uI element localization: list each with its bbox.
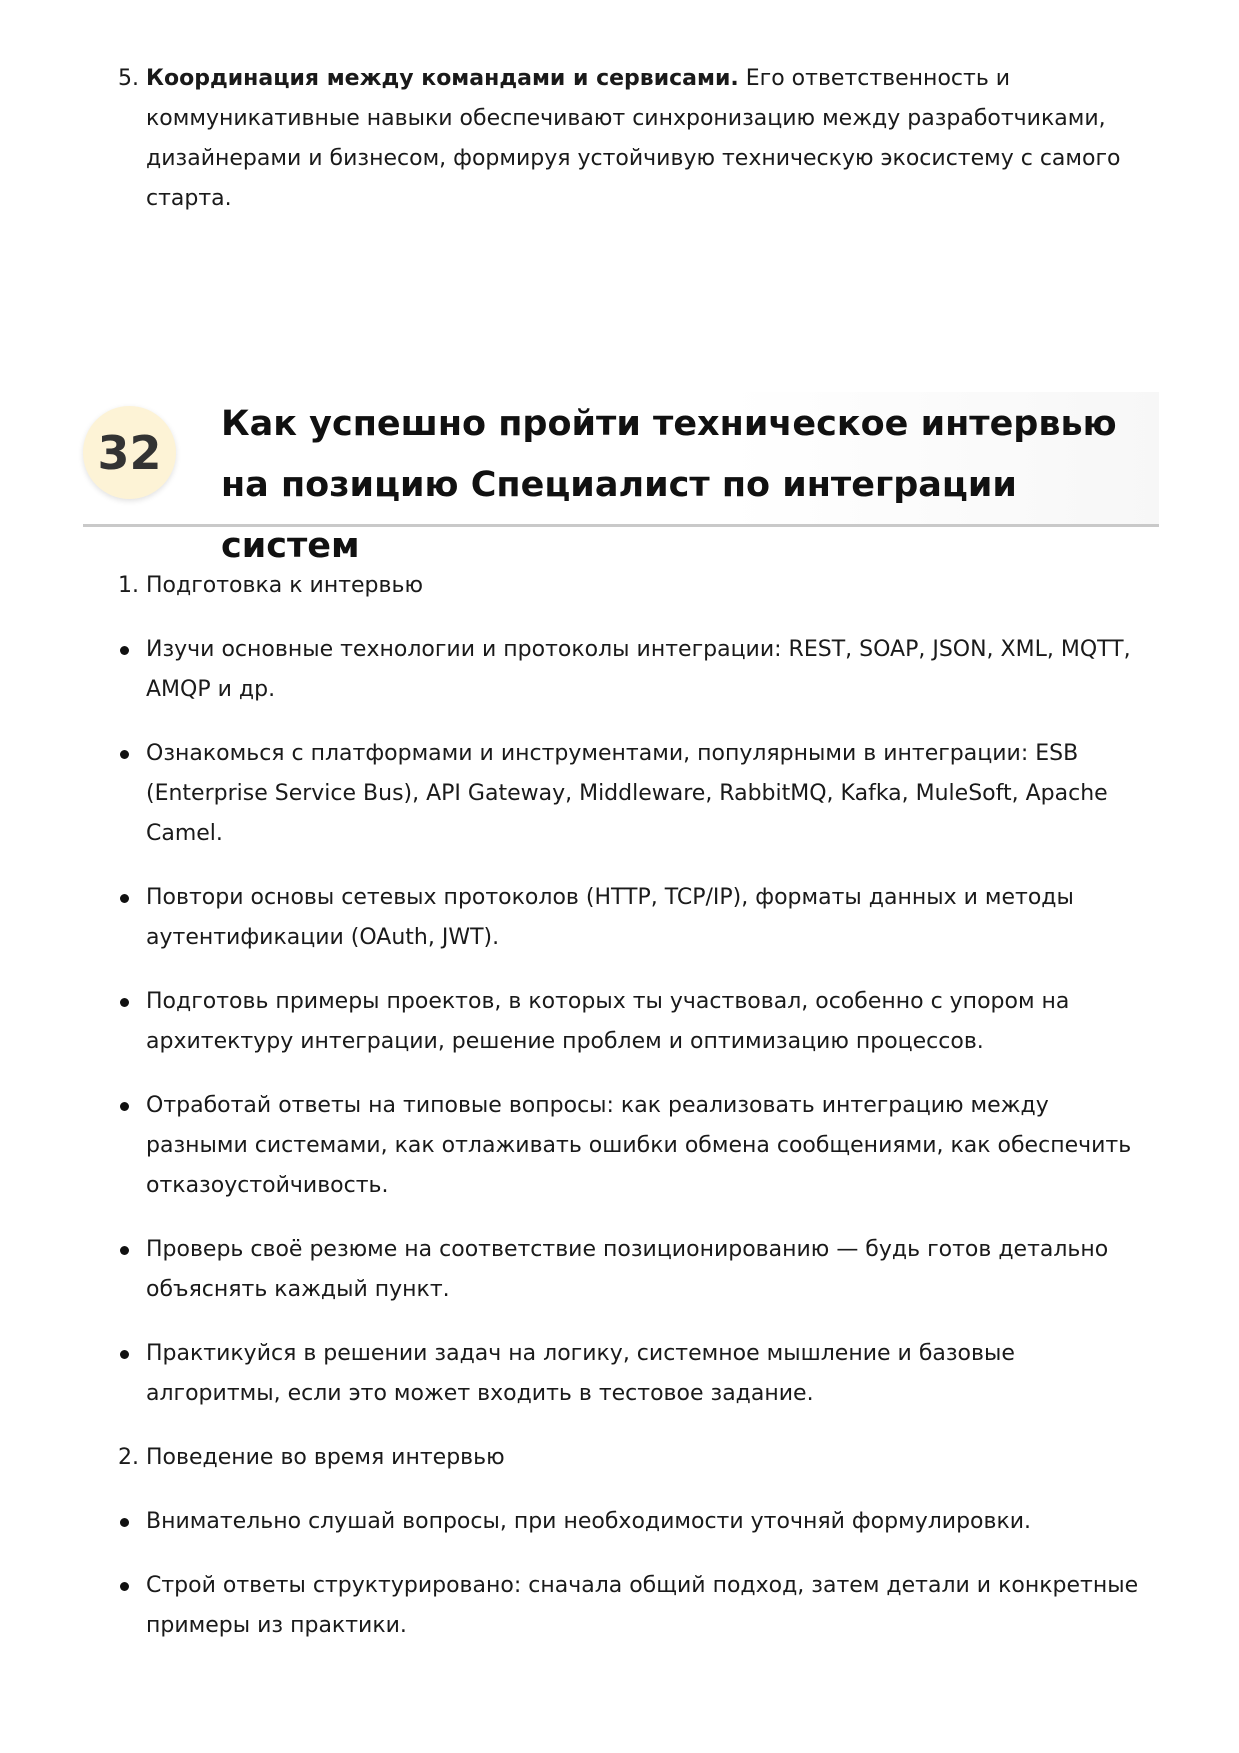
- bullet-icon: [120, 750, 129, 759]
- numbered-heading-text: Подготовка к интервью: [146, 573, 423, 598]
- list-item: [118, 630, 1148, 710]
- bullet-icon: [120, 1518, 129, 1527]
- numbered-heading: [118, 566, 1148, 606]
- bullet-icon: [120, 998, 129, 1007]
- preparation-list: [118, 566, 1148, 1646]
- bullet-icon: [120, 1350, 129, 1359]
- section-number-badge: 32: [83, 406, 176, 499]
- list-item-text: Его ответственность и коммуникативные навыки обеспечивают синхронизацию между разработчиками, дизайнерами и бизнесом, формируя устойчивую техническую экосистему с самого старта.: [146, 66, 1121, 211]
- list-item: [118, 1086, 1148, 1206]
- bullet-icon: [120, 1246, 129, 1255]
- section-header: [83, 392, 1159, 566]
- list-item-text: Изучи основные технологии и протоколы интеграции: REST, SOAP, JSON, XML, MQTT, AMQP и др.: [146, 637, 1131, 702]
- list-item-text: Повтори основы сетевых протоколов (HTTP, TCP/IP), форматы данных и методы аутентификации (OAuth, JWT).: [146, 885, 1074, 950]
- numbered-heading: [118, 1438, 1148, 1478]
- bullet-icon: [120, 1582, 129, 1591]
- list-item-text: Подготовь примеры проектов, в которых ты участвовал, особенно с упором на архитектуру интеграции, решение проблем и оптимизацию процессов.: [146, 989, 1070, 1054]
- list-item-text: Внимательно слушай вопросы, при необходимости уточняй формулировки.: [146, 1509, 1032, 1534]
- list-item: [118, 1230, 1148, 1310]
- list-item: [118, 734, 1148, 854]
- numbered-heading-text: Поведение во время интервью: [146, 1445, 505, 1470]
- list-item-text: Ознакомься с платформами и инструментами, популярными в интеграции: ESB (Enterprise Service Bus), API Gateway, Middleware, RabbitMQ, Kafka, MuleSoft, Apache Camel.: [146, 741, 1108, 846]
- list-item: [118, 1334, 1148, 1414]
- list-item: [118, 1502, 1148, 1542]
- list-item-5: [118, 59, 1138, 219]
- list-item-bold-lead: Координация между командами и сервисами.: [146, 66, 739, 91]
- list-item: [118, 982, 1148, 1062]
- list-item-text: Отработай ответы на типовые вопросы: как реализовать интеграцию между разными системами, как отлаживать ошибки обмена сообщениями, как обеспечить отказоустойчивость.: [146, 1093, 1132, 1198]
- list-item-text: Практикуйся в решении задач на логику, системное мышление и базовые алгоритмы, если это может входить в тестовое задание.: [146, 1341, 1015, 1406]
- list-number: 2.: [118, 1445, 139, 1470]
- list-number: 1.: [118, 573, 139, 598]
- section-title: Как успешно пройти техническое интервью на позицию Специалист по интеграции систем: [221, 404, 1117, 566]
- list-item: [118, 878, 1148, 958]
- bullet-icon: [120, 894, 129, 903]
- list-item: [118, 1566, 1148, 1646]
- list-item-text: Проверь своё резюме на соответствие позиционированию — будь готов детально объяснять каждый пункт.: [146, 1237, 1109, 1302]
- list-item-content: [146, 59, 1138, 219]
- list-number: 5.: [118, 66, 139, 91]
- bullet-icon: [120, 1102, 129, 1111]
- bullet-icon: [120, 646, 129, 655]
- list-item-text: Строй ответы структурировано: сначала общий подход, затем детали и конкретные примеры из практики.: [146, 1573, 1139, 1638]
